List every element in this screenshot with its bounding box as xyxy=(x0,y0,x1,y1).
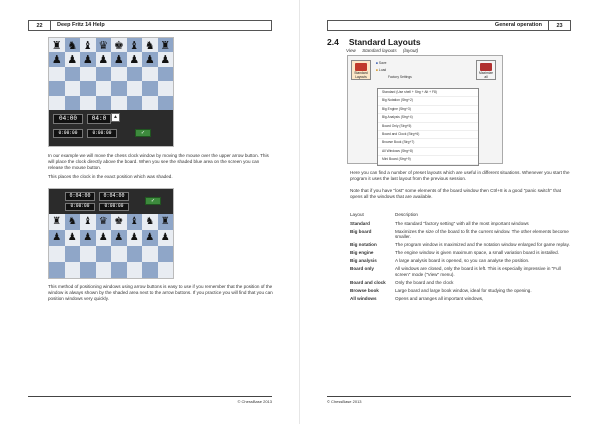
board-square[interactable]: ♚ xyxy=(111,214,127,230)
footer-copyright: © ChessBase 2013 xyxy=(327,399,362,404)
page-header-title: Deep Fritz 14 Help xyxy=(50,20,272,31)
save-icon: ■ xyxy=(376,61,378,65)
table-header-description: Description xyxy=(395,212,418,217)
layout-name: Big notation xyxy=(350,242,377,248)
layout-option[interactable]: Big Notation (Strg+2) xyxy=(378,97,478,105)
board-square[interactable] xyxy=(111,262,127,278)
chess-screenshot-2 xyxy=(48,188,174,279)
clock-black-elapsed: 0:00:00 xyxy=(99,203,129,211)
footer-rule xyxy=(28,396,272,397)
board-square[interactable] xyxy=(65,81,81,95)
layout-name: Board and clock xyxy=(350,279,386,285)
board-square[interactable] xyxy=(80,262,96,278)
arrow-up-icon: ▲ xyxy=(113,114,118,120)
layout-description: Only the board and the clock xyxy=(395,279,454,285)
board-square[interactable]: ♟ xyxy=(49,52,65,66)
board-square[interactable] xyxy=(111,246,127,262)
board-square[interactable]: ♞ xyxy=(142,214,158,230)
board-square[interactable] xyxy=(96,96,112,110)
board-square[interactable] xyxy=(65,96,81,110)
layout-option[interactable]: Big Engine (Strg+3) xyxy=(378,106,478,114)
paragraph-2: This places the clock in the exact position which was shaded. xyxy=(48,174,173,179)
standard-layouts-button[interactable] xyxy=(351,60,371,80)
footer-rule xyxy=(327,396,571,397)
layout-option[interactable]: Board Only (Strg+5) xyxy=(378,123,478,131)
board-square[interactable] xyxy=(80,67,96,81)
board-square[interactable]: ♜ xyxy=(158,214,174,230)
board-square[interactable]: ♟ xyxy=(96,52,112,66)
chess-screenshot-1 xyxy=(48,37,174,147)
board-square[interactable] xyxy=(80,96,96,110)
board-square[interactable]: ♟ xyxy=(65,230,81,246)
board-square[interactable] xyxy=(49,262,65,278)
layout-description: Opens and arranges all important windows, xyxy=(395,295,484,301)
board-square[interactable]: ♝ xyxy=(80,214,96,230)
board-square[interactable]: ♟ xyxy=(158,230,174,246)
page-number: 23 xyxy=(549,20,571,31)
board-square[interactable] xyxy=(49,96,65,110)
check-icon: ✓ xyxy=(150,198,156,204)
board-square[interactable] xyxy=(127,96,143,110)
board-square[interactable] xyxy=(127,246,143,262)
clock-panel xyxy=(49,189,173,214)
layout-description: A large analysis board is opened, so you can analyse the position. xyxy=(395,258,530,264)
menu-path-view: View xyxy=(346,48,356,53)
layout-option[interactable]: Standard (Use shell + Strg + Alt + F8) xyxy=(378,89,478,97)
board-square[interactable]: ♟ xyxy=(80,52,96,66)
board-square[interactable]: ♛ xyxy=(96,38,112,52)
board-square[interactable] xyxy=(65,262,81,278)
layout-name: Browse book xyxy=(350,287,379,293)
paragraph-3: This method of positioning windows using arrow buttons is easy to use if you remember that the position of the window is always shown by the shaded area next to the arrow buttons. If you practice you will find that you can position windows very quickly. xyxy=(48,284,273,302)
board-square[interactable]: ♟ xyxy=(111,230,127,246)
board-square[interactable]: ♟ xyxy=(158,52,174,66)
load-icon: ■ xyxy=(376,68,378,72)
factory-settings-label: Factory Settings xyxy=(388,75,412,79)
board-square[interactable] xyxy=(127,67,143,81)
layout-description: Maximizes the size of the board to fit the current window. The other elements become smaller. xyxy=(395,228,569,240)
clock-black: 04:0 xyxy=(87,114,111,124)
board-square[interactable] xyxy=(49,246,65,262)
board-square[interactable] xyxy=(158,67,174,81)
board-square[interactable]: ♟ xyxy=(127,52,143,66)
layout-description: Large board and large book window, ideal for studying the opening. xyxy=(395,287,532,293)
right-page xyxy=(300,0,600,424)
factory-settings-menu-item[interactable] xyxy=(388,75,412,79)
board-square[interactable]: ♟ xyxy=(65,52,81,66)
section-title xyxy=(327,37,421,47)
layout-option[interactable]: Board and Clock (Strg+6) xyxy=(378,131,478,139)
clock-start-button[interactable] xyxy=(145,197,161,205)
save-menu-item[interactable] xyxy=(376,61,386,65)
table-row xyxy=(350,221,572,227)
board-square[interactable] xyxy=(96,262,112,278)
paragraph-1: In our example we will move the chess clock window by moving the mouse over the upper arrow button. This will place the clock directly above the board. When you see the shaded blue area on the screen you can release the mouse button. xyxy=(48,153,269,171)
board-square[interactable] xyxy=(49,81,65,95)
menu-path-layout: (layout) xyxy=(402,48,419,53)
board-square[interactable]: ♟ xyxy=(96,230,112,246)
clock-white-elapsed: 0:00:00 xyxy=(65,203,95,211)
layout-option[interactable]: Big Analysis (Strg+4) xyxy=(378,114,478,122)
layout-name: Board only xyxy=(350,266,374,272)
board-square[interactable] xyxy=(142,81,158,95)
clock-panel xyxy=(49,110,173,146)
board-square[interactable]: ♝ xyxy=(80,38,96,52)
menu-path xyxy=(346,48,423,53)
table-header xyxy=(350,212,572,218)
board-square[interactable] xyxy=(65,246,81,262)
section-title-text: Standard Layouts xyxy=(348,37,421,47)
load-menu-item[interactable] xyxy=(376,68,386,72)
table-row xyxy=(350,258,572,264)
board-square[interactable] xyxy=(96,246,112,262)
maximize-icon xyxy=(480,63,492,71)
clock-white: 0:04:00 xyxy=(65,192,95,201)
intro-paragraph: Here you can find a number of preset layouts which are useful in different situations. Whenever you start the program it uses the last layout from the previous session. xyxy=(350,170,570,182)
board-square[interactable] xyxy=(127,81,143,95)
board-square[interactable]: ♟ xyxy=(49,230,65,246)
board-square[interactable] xyxy=(142,262,158,278)
table-header-layout: Layout xyxy=(350,212,364,217)
board-square[interactable] xyxy=(111,67,127,81)
layout-description: The standard "factory setting" with all the most important windows xyxy=(395,220,529,226)
board-square[interactable]: ♟ xyxy=(142,230,158,246)
board-square[interactable] xyxy=(158,246,174,262)
arrow-button-up[interactable] xyxy=(111,113,120,122)
table-row xyxy=(350,296,572,302)
board-square[interactable]: ♝ xyxy=(127,38,143,52)
layout-icon xyxy=(355,63,367,71)
layout-option[interactable]: All Windows (Strg+8) xyxy=(378,148,478,156)
table-row xyxy=(350,288,572,294)
intro-paragraph-2: Note that if you have "lost" some elements of the board window then Ctrl+8 is a good "panic switch" that opens all the windows that are available. xyxy=(350,188,561,200)
board-square[interactable] xyxy=(111,81,127,95)
board-square[interactable]: ♟ xyxy=(142,52,158,66)
check-icon: ✓ xyxy=(140,130,146,136)
board-square[interactable] xyxy=(142,67,158,81)
layout-description: All windows are closed, only the board is left. This is especially impressive in "Full screen" mode ("View" menu). xyxy=(395,266,561,277)
layout-name: Big analysis xyxy=(350,258,377,264)
layouts-table xyxy=(350,212,572,304)
clock-black: 0:04:00 xyxy=(99,192,129,201)
board-square[interactable] xyxy=(158,262,174,278)
table-row xyxy=(350,229,572,240)
layouts-dropdown xyxy=(377,88,479,166)
layout-option[interactable]: Mini Board (Strg+9) xyxy=(378,156,478,164)
menu-path-standard-layouts: Standard layouts xyxy=(362,48,397,53)
board-square[interactable]: ♞ xyxy=(142,38,158,52)
board-square[interactable] xyxy=(80,81,96,95)
board-square[interactable]: ♜ xyxy=(49,38,65,52)
clock-start-button[interactable] xyxy=(135,129,151,137)
layout-description: The engine window is given maximum space, a small variation board is installed. xyxy=(395,250,559,256)
board-square[interactable] xyxy=(96,81,112,95)
board-square[interactable] xyxy=(111,96,127,110)
board-square[interactable]: ♜ xyxy=(158,38,174,52)
layout-option[interactable]: Browse Book (Strg+7) xyxy=(378,139,478,147)
table-row xyxy=(350,280,572,286)
board-square[interactable] xyxy=(96,67,112,81)
board-square[interactable]: ♟ xyxy=(127,230,143,246)
board-square[interactable] xyxy=(158,96,174,110)
board-square[interactable] xyxy=(127,262,143,278)
board-square[interactable] xyxy=(49,67,65,81)
standard-layouts-menu-screenshot xyxy=(347,55,503,164)
chess-board xyxy=(49,214,173,278)
clock-white: 04:00 xyxy=(53,114,83,124)
layout-description: The program window is maximized and the notation window enlarged for game replay. xyxy=(395,242,570,248)
footer-copyright: © ChessBase 2013 xyxy=(237,399,272,404)
board-square[interactable] xyxy=(65,67,81,81)
board-square[interactable]: ♟ xyxy=(80,230,96,246)
chess-board xyxy=(49,38,173,110)
board-square[interactable] xyxy=(142,96,158,110)
clock-black-elapsed: 0:00:00 xyxy=(87,129,117,138)
board-square[interactable] xyxy=(158,81,174,95)
layout-name: Big board xyxy=(350,228,372,234)
board-square[interactable]: ♞ xyxy=(65,38,81,52)
table-row xyxy=(350,266,572,277)
page-number: 22 xyxy=(28,20,50,31)
clock-white-elapsed: 0:00:00 xyxy=(53,129,83,138)
section-number: 2.4 xyxy=(327,37,339,47)
layout-name: Big engine xyxy=(350,250,374,256)
standard-layouts-button-label: Standard Layouts xyxy=(354,71,368,79)
table-row xyxy=(350,250,572,256)
board-square[interactable]: ♞ xyxy=(65,214,81,230)
board-square[interactable]: ♟ xyxy=(111,52,127,66)
board-square[interactable]: ♝ xyxy=(127,214,143,230)
board-square[interactable]: ♛ xyxy=(96,214,112,230)
maximize-all-button-label: Maximize all xyxy=(479,71,493,79)
page-header-title: General operation xyxy=(327,20,549,31)
board-square[interactable]: ♜ xyxy=(49,214,65,230)
board-square[interactable] xyxy=(142,246,158,262)
save-label: Save xyxy=(378,61,387,65)
layout-name: All windows xyxy=(350,295,377,301)
maximize-all-button[interactable] xyxy=(476,60,496,80)
board-square[interactable]: ♚ xyxy=(111,38,127,52)
board-square[interactable] xyxy=(80,246,96,262)
layout-name: Standard xyxy=(350,220,370,226)
load-label: Load xyxy=(378,68,387,72)
table-row xyxy=(350,242,572,248)
